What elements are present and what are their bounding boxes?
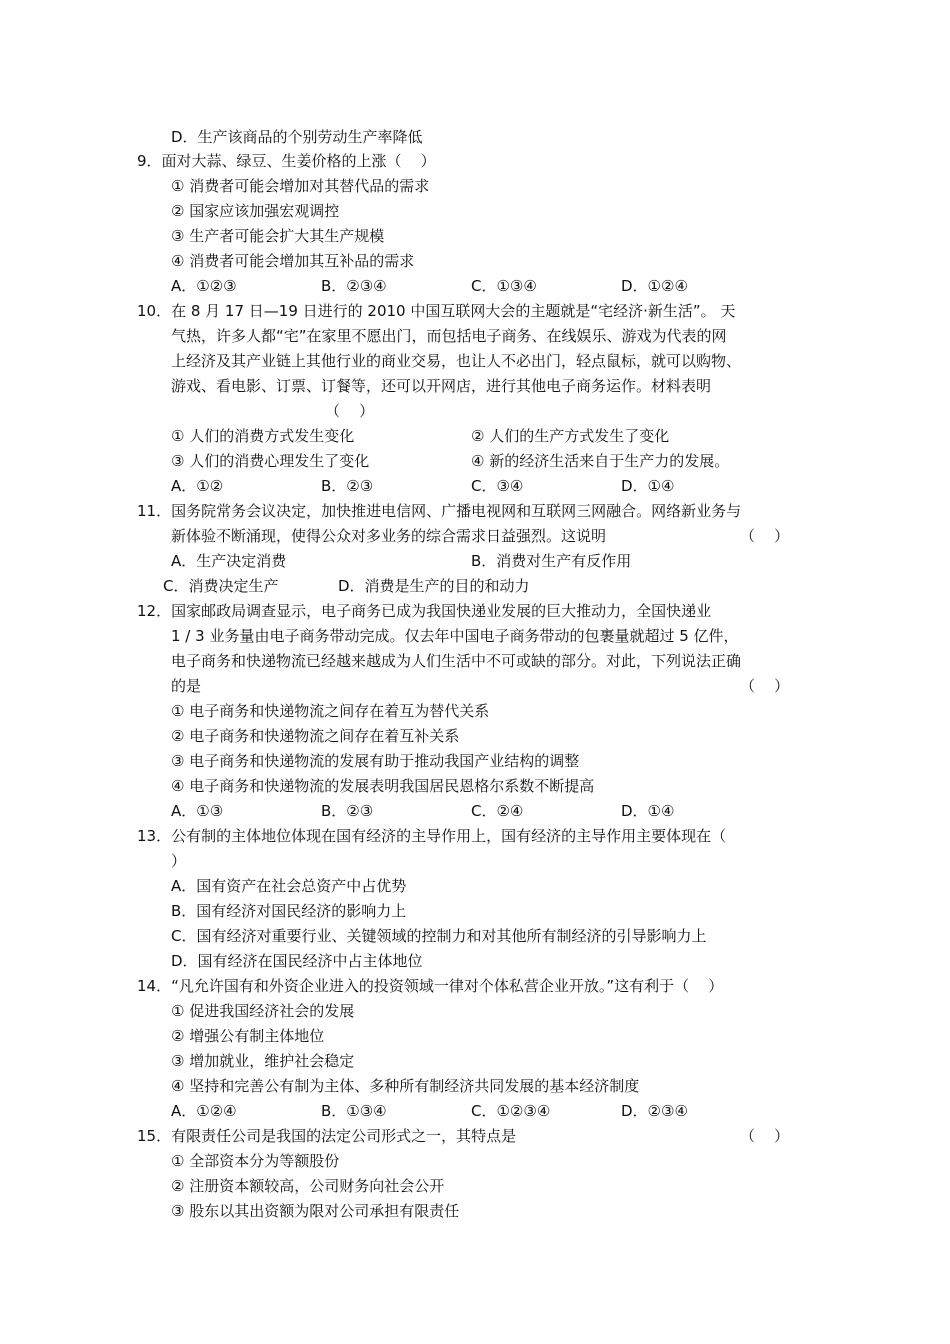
q12-item-3: ③ 电子商务和快递物流的发展有助于推动我国产业结构的调整 [171, 752, 580, 770]
q12-option-c: C．②④ [471, 802, 524, 820]
q14-option-a: A．①②④ [171, 1102, 237, 1120]
q10-item-4: ④ 新的经济生活来自于生产力的发展。 [471, 452, 730, 470]
q14-option-d: D．②③④ [621, 1102, 688, 1120]
q12-line-3: 电子商务和快递物流已经越来越成为人们生活中不可或缺的部分。对此，下列说法正确 [171, 652, 742, 670]
q11-line-1: 11．国务院常务会议决定，加快推进电信网、广播电视网和互联网三网融合。网络新业务与 [137, 502, 742, 520]
q10-option-b: B．②③ [321, 477, 374, 495]
q12-line-4: 的是 [171, 677, 202, 695]
q10-item-3: ③ 人们的消费心理发生了变化 [171, 452, 370, 470]
q11-option-b: B．消费对生产有反作用 [471, 552, 632, 570]
q13-line-1: 13．公有制的主体地位体现在国有经济的主导作用上，国有经济的主导作用主要体现在（ [137, 827, 727, 845]
q10-item-2: ② 人们的生产方式发生了变化 [471, 427, 670, 445]
q9-item-2: ② 国家应该加强宏观调控 [171, 202, 340, 220]
q8-option-d: D．生产该商品的个别劳动生产率降低 [171, 128, 423, 146]
q13-option-a: A．国有资产在社会总资产中占优势 [171, 877, 407, 895]
q12-line-2: 1 / 3 业务量由电子商务带动完成。仅去年中国电子商务带动的包裹量就超过 5 亿件， [171, 627, 739, 645]
q11-option-a: A．生产决定消费 [171, 552, 287, 570]
q9-option-c: C．①③④ [471, 277, 537, 295]
q13-line-2: ） [171, 852, 187, 870]
q11-option-c: C．消费决定生产 [163, 577, 279, 595]
q13-option-c: C．国有经济对重要行业、关键领域的控制力和对其他所有制经济的引导影响力上 [171, 927, 707, 945]
q9-option-d: D．①②④ [621, 277, 688, 295]
q10-option-c: C．③④ [471, 477, 524, 495]
q14-option-c: C．①②③④ [471, 1102, 551, 1120]
q9-item-4: ④ 消费者可能会增加其互补品的需求 [171, 252, 415, 270]
q10-line-4: 游戏、看电影、订票、订餐等，还可以开网店，进行其他电子商务运作。材料表明 [171, 377, 712, 395]
q9-option-a: A．①②③ [171, 277, 237, 295]
q12-item-2: ② 电子商务和快递物流之间存在着互补关系 [171, 727, 460, 745]
q9-stem: 9．面对大蒜、绿豆、生姜价格的上涨（ ） [137, 152, 436, 170]
q12-option-a: A．①③ [171, 802, 224, 820]
q15-item-1: ① 全部资本分为等额股份 [171, 1152, 340, 1170]
q14-stem: 14．“凡允许国有和外资企业进入的投资领域一律对个体私营企业开放。”这有利于（ ） [137, 977, 724, 995]
q15-item-2: ② 注册资本额较高，公司财务向社会公开 [171, 1177, 445, 1195]
q12-option-d: D．①④ [621, 802, 675, 820]
q14-item-3: ③ 增加就业，维护社会稳定 [171, 1052, 355, 1070]
q14-item-2: ② 增强公有制主体地位 [171, 1027, 325, 1045]
q11-option-d: D．消费是生产的目的和动力 [338, 577, 530, 595]
q11-line-2: 新体验不断涌现，使得公众对多业务的综合需求日益强烈。这说明 [171, 527, 607, 545]
q12-item-4: ④ 电子商务和快递物流的发展表明我国居民恩格尔系数不断提高 [171, 777, 595, 795]
q10-line-1: 10．在 8 月 17 日—19 日进行的 2010 中国互联网大会的主题就是“宅经济·新生活”。 天 [137, 302, 736, 320]
q12-item-1: ① 电子商务和快递物流之间存在着互为替代关系 [171, 702, 490, 720]
q10-item-1: ① 人们的消费方式发生变化 [171, 427, 355, 445]
q15-answer-paren: （ ） [740, 1127, 790, 1145]
q10-line-2: 气热，许多人都“宅”在家里不愿出门，而包括电子商务、在线娱乐、游戏为代表的网 [171, 327, 727, 345]
q10-line-3: 上经济及其产业链上其他行业的商业交易，也让人不必出门，轻点鼠标，就可以购物、 [171, 352, 742, 370]
q11-answer-paren: （ ） [740, 527, 790, 545]
q10-answer-paren: （ ） [325, 402, 375, 420]
q9-option-b: B．②③④ [321, 277, 387, 295]
q12-option-b: B．②③ [321, 802, 374, 820]
q13-option-d: D．国有经济在国民经济中占主体地位 [171, 952, 423, 970]
q10-option-d: D．①④ [621, 477, 675, 495]
q9-item-3: ③ 生产者可能会扩大其生产规模 [171, 227, 385, 245]
q10-option-a: A．①② [171, 477, 224, 495]
q15-item-3: ③ 股东以其出资额为限对公司承担有限责任 [171, 1202, 460, 1220]
q14-item-4: ④ 坚持和完善公有制为主体、多种所有制经济共同发展的基本经济制度 [171, 1077, 640, 1095]
q9-item-1: ① 消费者可能会增加对其替代品的需求 [171, 177, 430, 195]
q14-option-b: B．①③④ [321, 1102, 387, 1120]
q12-line-1: 12．国家邮政局调查显示，电子商务已成为我国快递业发展的巨大推动力，全国快递业 [137, 602, 712, 620]
q13-option-b: B．国有经济对国民经济的影响力上 [171, 902, 407, 920]
q14-item-1: ① 促进我国经济社会的发展 [171, 1002, 355, 1020]
q12-answer-paren: （ ） [740, 677, 790, 695]
q15-stem: 15．有限责任公司是我国的法定公司形式之一，其特点是 [137, 1127, 517, 1145]
